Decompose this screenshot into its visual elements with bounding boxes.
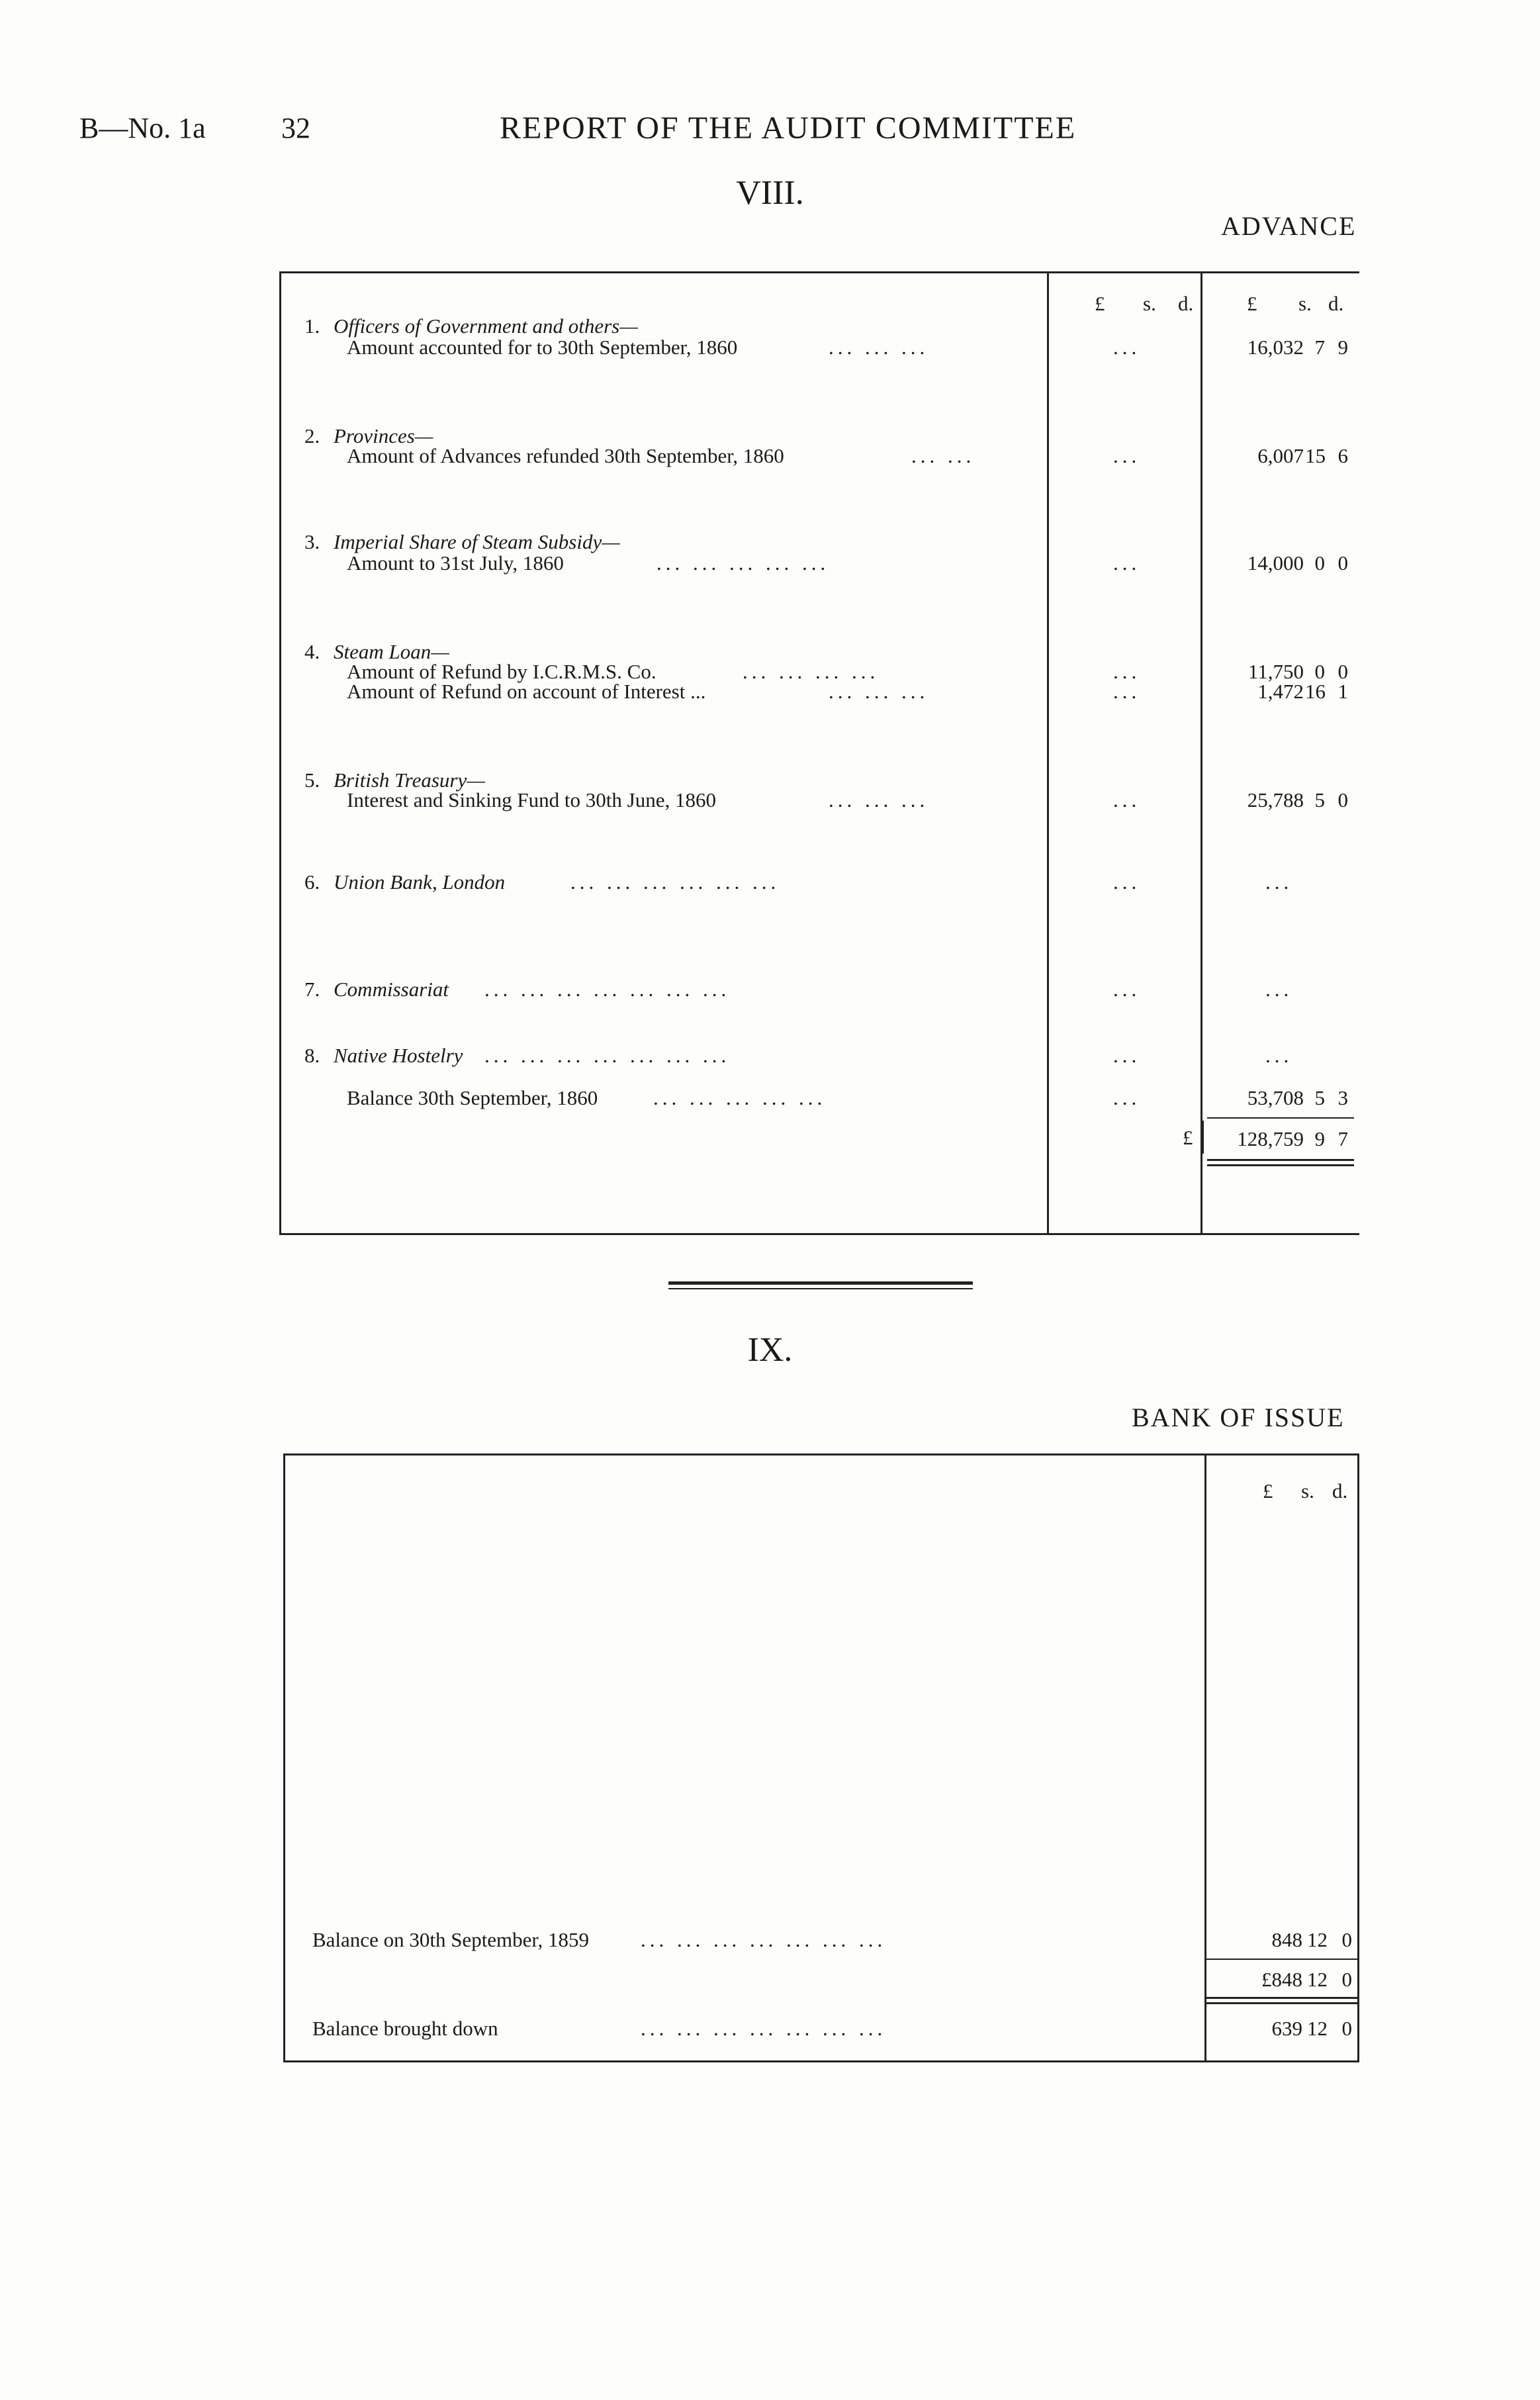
item-number: 4. [304,640,320,663]
amount-shillings: 15 [1305,444,1326,467]
section-viii-subtitle: ADVANCE [1221,211,1357,241]
leader-dots: ... ... ... ... ... ... [570,870,780,894]
amount-pounds: 16,032 [1247,336,1304,359]
amount-pounds: 25,788 [1247,788,1304,811]
amount-pounds: 848 [1271,1928,1302,1951]
amount-pounds: 14,000 [1247,551,1304,575]
col-pound: £ [1263,1479,1273,1502]
brought-down-label: Balance brought down [312,2017,498,2040]
amount-pounds: ... [1265,1044,1293,1067]
amount-pence: 0 [1337,551,1348,575]
amount-pence: 0 [1337,660,1348,683]
mid-dots: ... [1113,336,1141,359]
amount-pounds: 6,007 [1257,444,1304,467]
total-pounds: 128,759 [1237,1127,1304,1150]
item-line-text: Amount of Advances refunded 30th September, 1860 [347,444,784,467]
section-ix-numeral: IX. [747,1331,793,1369]
item-heading: Steam Loan— [334,640,449,663]
section-viii-numeral: VIII. [736,174,804,212]
amount-shillings: 0 [1314,660,1325,683]
item-line-text: Amount of Refund by I.C.R.M.S. Co. [347,660,657,683]
amount-pence: 9 [1337,336,1348,359]
item-heading: Officers of Government and others— [334,314,638,338]
col-pence-left: d. [1178,292,1194,315]
item-heading: Imperial Share of Steam Subsidy— [334,530,620,553]
col-pound-right: £ [1247,292,1257,315]
item-number: 2. [304,424,320,447]
amount-pence: 3 [1337,1086,1348,1109]
leader-dots: ... ... ... [829,788,929,811]
item-line-text: Amount of Refund on account of Interest ... [347,680,706,703]
amount-pence: 0 [1337,788,1348,811]
leader-dots: ... ... ... ... ... [657,551,830,575]
col-shilling-left: s. [1143,292,1156,315]
amount-shillings: 12 [1307,2017,1328,2040]
bank-of-issue-table [283,1454,1359,2062]
balance-label: Balance 30th September, 1860 [347,1086,598,1109]
amount-shillings: 5 [1314,788,1325,811]
amount-shillings: 16 [1305,680,1326,703]
amount-pounds: 639 [1271,2017,1302,2040]
amount-pounds: ... [1265,978,1293,1001]
balance-1859-label: Balance on 30th September, 1859 [312,1928,590,1951]
item-number: 3. [304,530,320,553]
item-line-text: Amount to 31st July, 1860 [347,551,564,575]
amount-pence: 0 [1341,2017,1352,2040]
amount-pence: 1 [1337,680,1348,703]
item-number: 1. [304,314,320,338]
mid-dots: ... [1113,788,1141,811]
mid-dots: ... [1113,1044,1141,1067]
total-shillings: 9 [1314,1127,1325,1150]
advance-table [279,271,1359,1235]
mid-dots: ... [1113,1086,1141,1109]
mid-dots: ... [1113,978,1141,1001]
total-currency-symbol: £ [1183,1126,1193,1149]
amount-shillings: 5 [1314,1086,1325,1109]
leader-dots: ... ... ... ... ... ... ... [484,1044,731,1067]
item-number: 8. [304,1044,320,1067]
page-number: 32 [281,112,310,144]
item-heading: Native Hostelry [334,1044,463,1067]
item-line-text: Amount accounted for to 30th September, 1860 [347,336,738,359]
leader-dots: ... ... ... ... [743,660,880,683]
col-pound-left: £ [1095,292,1105,315]
col-pence-right: d. [1328,292,1344,315]
amount-shillings: 7 [1314,336,1325,359]
amount-pounds: ... [1265,870,1293,894]
amount-pence: 0 [1341,1928,1352,1951]
item-number: 6. [304,870,320,894]
document-reference: B—No. 1a [79,112,206,144]
leader-dots: ... ... ... [829,336,929,359]
mid-dots: ... [1113,870,1141,894]
section-ix-subtitle: BANK OF ISSUE [1132,1403,1345,1432]
item-line-text: Interest and Sinking Fund to 30th June, 1860 [347,788,716,811]
item-heading: Union Bank, London [334,870,506,894]
col-shilling-right: s. [1298,292,1312,315]
mid-dots: ... [1113,660,1141,683]
leader-dots: ... ... ... [829,680,929,703]
leader-dots: ... ... ... ... ... [653,1086,827,1109]
amount-shillings: 0 [1314,551,1325,575]
amount-pounds: 1,472 [1257,680,1304,703]
total-pence: 7 [1337,1127,1348,1150]
amount-pounds: 11,750 [1247,660,1304,683]
mid-dots: ... [1113,680,1141,703]
section-divider [668,1281,973,1285]
total-pounds: £848 [1261,1968,1302,1991]
mid-dots: ... [1113,444,1141,467]
amount-shillings: 12 [1307,1928,1328,1951]
leader-dots: ... ... [911,444,975,467]
item-heading: British Treasury— [334,768,485,792]
mid-dots: ... [1113,551,1141,575]
amount-pounds: 53,708 [1247,1086,1304,1109]
page-title: REPORT OF THE AUDIT COMMITTEE [500,111,1077,146]
leader-dots: ... ... ... ... ... ... ... [641,1928,887,1951]
total-shillings: 12 [1307,1968,1328,1991]
leader-dots: ... ... ... ... ... ... ... [484,978,731,1001]
item-heading: Commissariat [334,978,449,1001]
total-pence: 0 [1341,1968,1352,1991]
item-heading: Provinces— [334,424,433,447]
leader-dots: ... ... ... ... ... ... ... [641,2017,887,2040]
col-shilling: s. [1301,1479,1314,1502]
amount-pence: 6 [1337,444,1348,467]
item-number: 7. [304,978,320,1001]
col-pence: d. [1332,1479,1348,1502]
item-number: 5. [304,768,320,792]
